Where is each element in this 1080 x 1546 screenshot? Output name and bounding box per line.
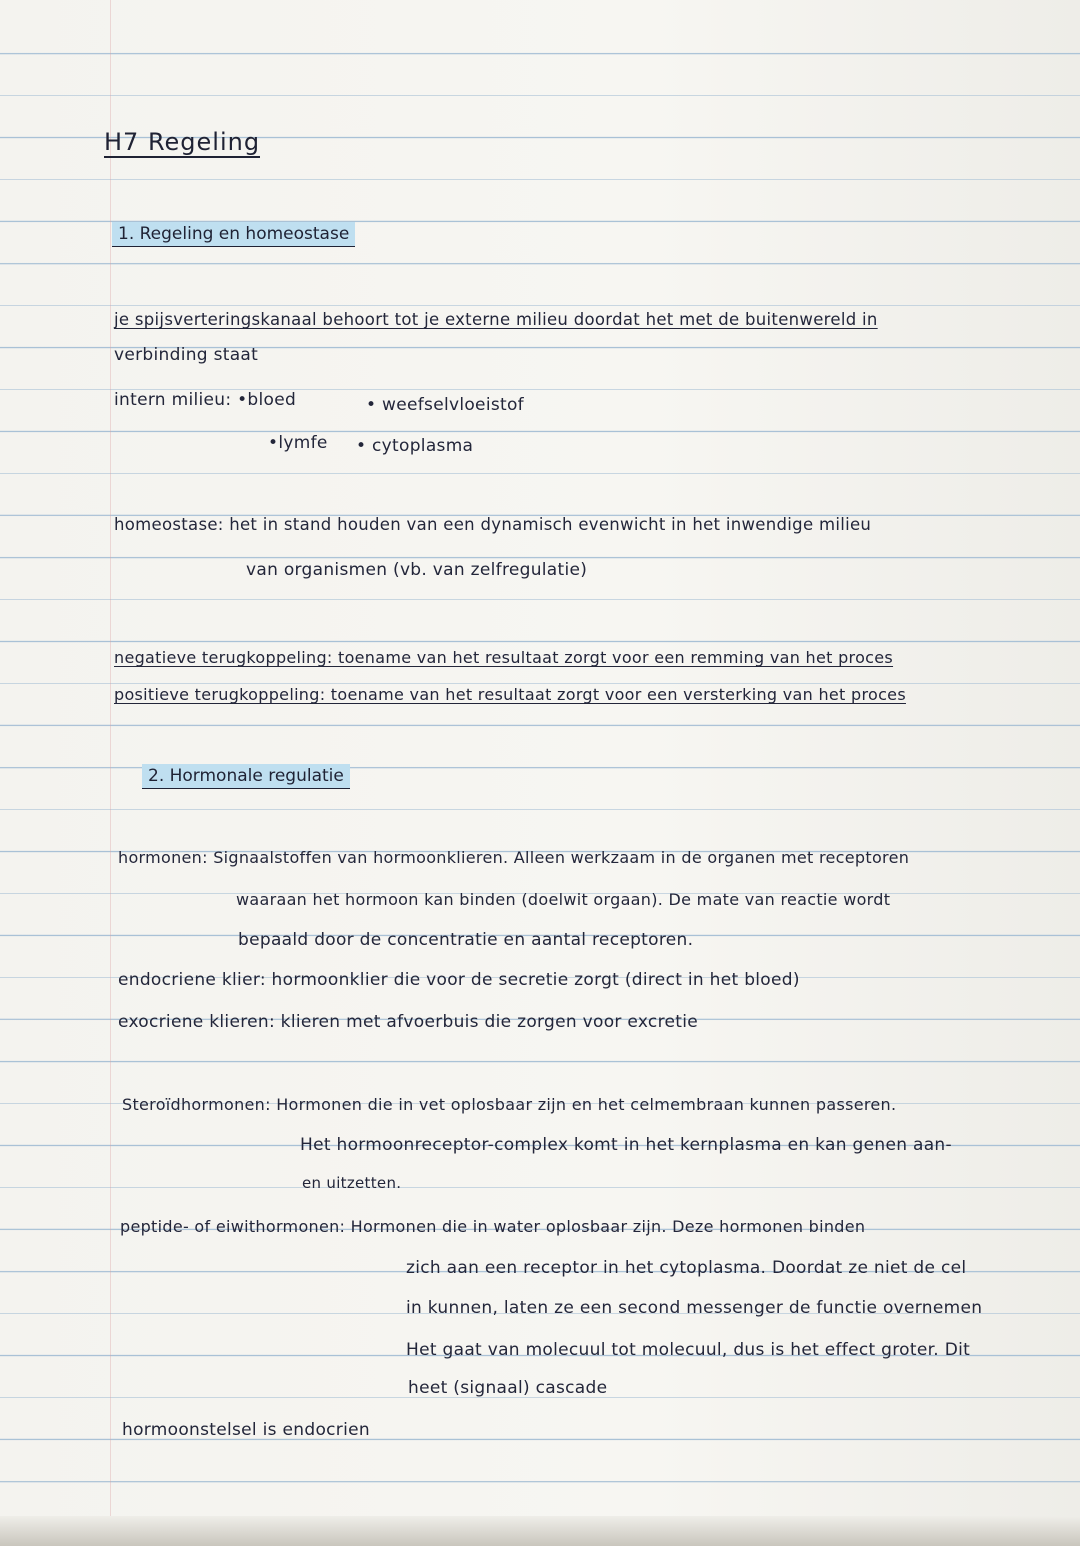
note-line: je spijsverteringskanaal behoort tot je externe milieu doordat het met de buitenwereld in <box>114 310 878 329</box>
note-line: hormonen: Signaalstoffen van hormoonklieren. Alleen werkzaam in de organen met receptoren <box>118 848 910 867</box>
note-line: bepaald door de concentratie en aantal receptoren. <box>238 930 694 950</box>
note-line: heet (signaal) cascade <box>408 1378 608 1398</box>
note-line: endocriene klier: hormoonklier die voor de secretie zorgt (direct in het bloed) <box>118 970 800 990</box>
note-line: Het gaat van molecuul tot molecuul, dus is het effect groter. Dit <box>406 1340 971 1360</box>
page-bottom-edge <box>0 1516 1080 1546</box>
note-line: exocriene klieren: klieren met afvoerbuis die zorgen voor excretie <box>118 1012 699 1032</box>
section-heading-1: 1. Regeling en homeostase <box>112 222 355 247</box>
note-line: zich aan een receptor in het cytoplasma. Doordat ze niet de cel <box>406 1258 967 1278</box>
note-line: peptide- of eiwithormonen: Hormonen die in water oplosbaar zijn. Deze hormonen binden <box>120 1217 866 1236</box>
note-line: van organismen (vb. van zelfregulatie) <box>246 560 588 580</box>
title-underline <box>104 156 260 158</box>
note-line: • cytoplasma <box>356 436 474 456</box>
section-heading-2: 2. Hormonale regulatie <box>142 764 350 789</box>
note-line: positieve terugkoppeling: toename van het resultaat zorgt voor een versterking van het proces <box>114 685 906 704</box>
page-title-text: H7 Regeling <box>104 128 261 156</box>
note-line: Steroïdhormonen: Hormonen die in vet oplosbaar zijn en het celmembraan kunnen passeren. <box>122 1095 897 1114</box>
note-line: •lymfe <box>268 433 328 453</box>
page-title <box>104 128 260 156</box>
note-line: verbinding staat <box>114 345 259 365</box>
note-line: intern milieu: •bloed <box>114 390 297 410</box>
note-line: hormoonstelsel is endocrien <box>122 1420 370 1440</box>
note-line: Het hormoonreceptor-complex komt in het kernplasma en kan genen aan- <box>300 1135 952 1155</box>
note-line: homeostase: het in stand houden van een dynamisch evenwicht in het inwendige milieu <box>114 515 872 534</box>
note-line: en uitzetten. <box>302 1174 402 1192</box>
note-line: waaraan het hormoon kan binden (doelwit orgaan). De mate van reactie wordt <box>236 890 891 909</box>
note-line: in kunnen, laten ze een second messenger de functie overnemen <box>406 1298 983 1318</box>
note-line: • weefselvloeistof <box>366 395 524 415</box>
margin-line <box>110 0 111 1546</box>
note-line: negatieve terugkoppeling: toename van het resultaat zorgt voor een remming van het proces <box>114 648 894 667</box>
